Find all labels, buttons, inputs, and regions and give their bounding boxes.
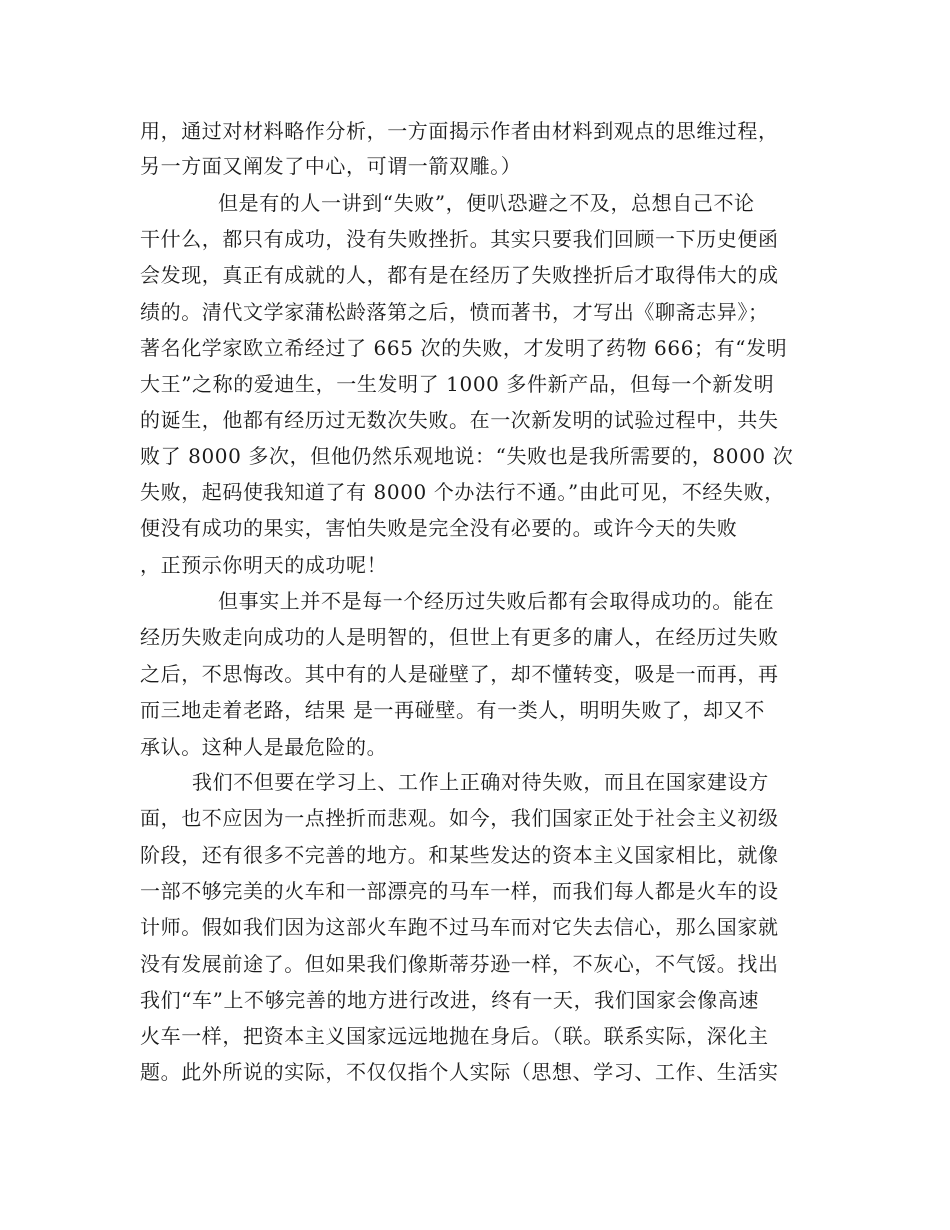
text-line: 大王”之称的爱迪生，一生发明了 1000 多件新产品，但每一个新发明 (140, 372, 775, 396)
text-line: 题。此外所说的实际，不仅仅指个人实际（思想、学习、工作、生活实 (140, 1060, 779, 1084)
text-line: 没有发展前途了。但如果我们像斯蒂芬逊一样，不灰心，不气馁。找出 (140, 952, 779, 976)
text-line: 经历失败走向成功的人是明智的，但世上有更多的庸人，在经历过失败 (140, 625, 779, 649)
text-line: 但事实上并不是每一个经历过失败后都有会取得成功的。能在 (218, 589, 775, 613)
text-line: 承认。这种人是最危险的。 (140, 735, 388, 759)
text-line: 而三地走着老路，结果 是一再碰壁。有一类人，明明失败了，却又不 (140, 698, 765, 722)
text-line: 失败，起码使我知道了有 8000 个办法行不通。”由此可见，不经失败， (140, 480, 785, 504)
text-line: 火车一样，把资本主义国家远远地抛在身后。（联。联系实际，深化主 (140, 1024, 769, 1048)
text-line: 面，也不应因为一点挫折而悲观。如今，我们国家正处于社会主义初级 (140, 806, 779, 830)
text-line: 我们不但要在学习上、工作上正确对待失败，而且在国家建设方 (192, 770, 769, 794)
text-line: 会发现，真正有成就的人，都有是在经历了失败挫折后才取得伟大的成 (140, 263, 779, 287)
text-line: 绩的。清代文学家蒲松龄落第之后，愤而著书，才写出《聊斋志异》； (140, 300, 769, 324)
text-line: ，正预示你明天的成功呢！ (140, 553, 388, 577)
text-line: 著名化学家欧立希经过了 665 次的失败，才发明了药物 666；有“发明 (140, 336, 788, 360)
text-line: 计师。假如我们因为这部火车跑不过马车而对它失去信心，那么国家就 (140, 915, 779, 939)
text-line: 败了 8000 多次，但他仍然乐观地说：“失败也是我所需要的，8000 次 (140, 444, 794, 468)
text-line: 但是有的人一讲到“失败”，便叭恐避之不及，总想自己不论 (218, 191, 755, 215)
text-line: 便没有成功的果实，害怕失败是完全没有必要的。或许今天的失败 (140, 516, 738, 540)
text-line: 干什么，都只有成功，没有失败挫折。其实只要我们回顾一下历史便函 (140, 227, 779, 251)
text-line: 用，通过对材料略作分析，一方面揭示作者由材料到观点的思维过程， (140, 119, 779, 143)
text-line: 另一方面又阐发了中心，可谓一箭双雕。） (140, 154, 522, 178)
text-line: 的诞生，他都有经历过无数次失败。在一次新发明的试验过程中，共失 (140, 408, 779, 432)
text-line: 我们“车”上不够完善的地方进行改进，终有一天，我们国家会像高速 (140, 988, 760, 1012)
text-line: 阶段，还有很多不完善的地方。和某些发达的资本主义国家相比，就像 (140, 843, 779, 867)
text-line: 之后，不思悔改。其中有的人是碰壁了，却不懂转变，吸是一而再，再 (140, 662, 779, 686)
text-line: 一部不够完美的火车和一部漂亮的马车一样，而我们每人都是火车的设 (140, 879, 779, 903)
